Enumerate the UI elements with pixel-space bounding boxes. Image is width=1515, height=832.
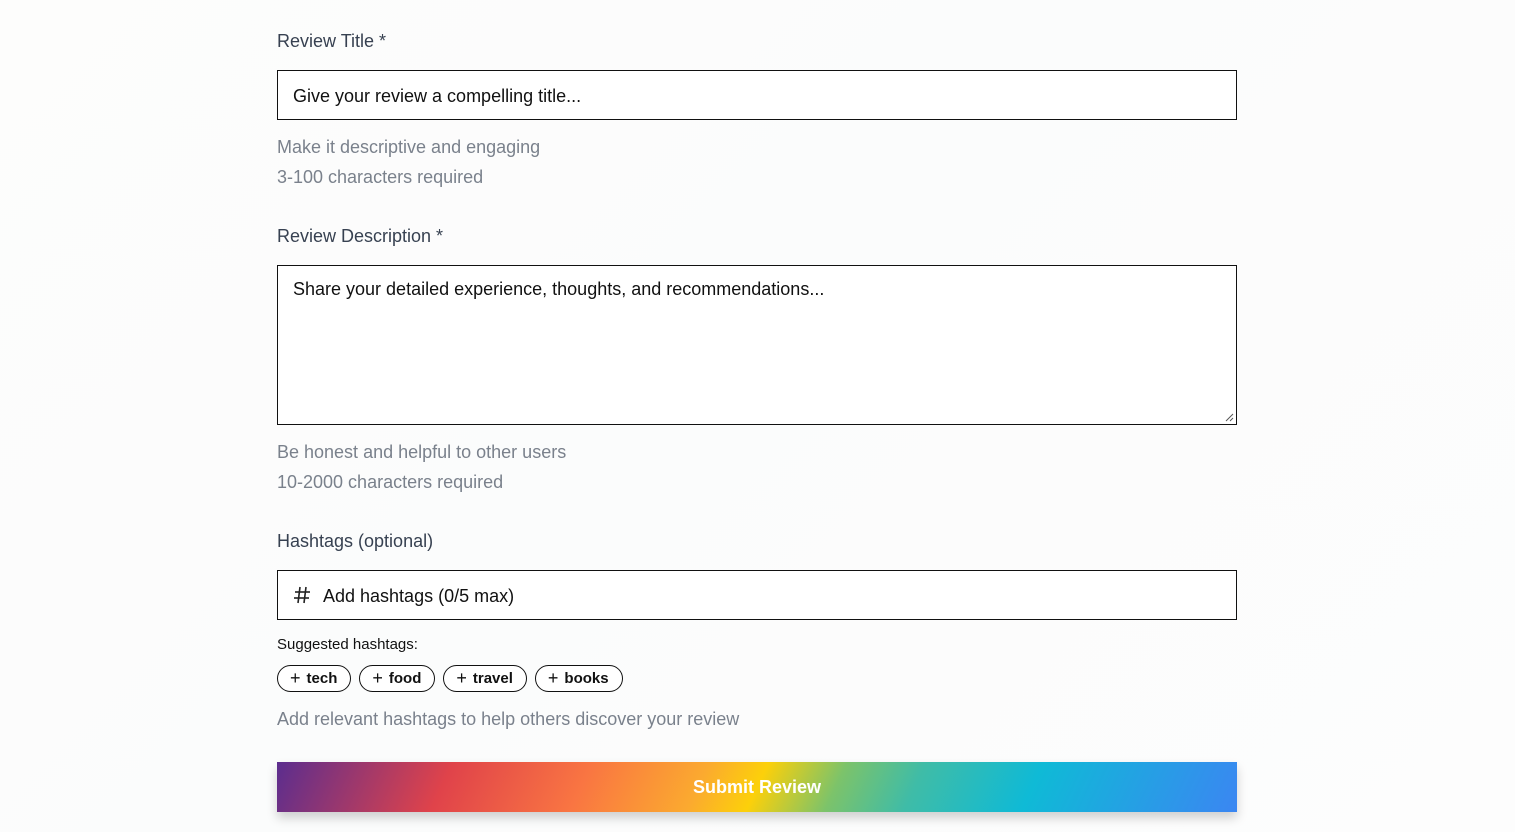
hashtag-chip-label: travel — [472, 670, 513, 687]
review-description-requirement: 10-2000 characters required — [277, 472, 504, 492]
review-description-textarea[interactable] — [277, 265, 1237, 425]
review-title-placeholder: Give your review a compelling title... — [293, 86, 582, 106]
hash-icon — [293, 585, 311, 605]
hashtag-chip-label: tech — [306, 670, 338, 687]
hashtag-chip-label: food — [388, 670, 422, 687]
hashtags-hint: Add relevant hashtags to help others discover your review — [277, 709, 740, 729]
plus-icon: + — [547, 667, 559, 688]
suggested-hashtags-list — [277, 665, 623, 692]
review-title-hint: Make it descriptive and engaging — [277, 137, 541, 157]
suggested-hashtags-label: Suggested hashtags: — [277, 636, 418, 653]
hashtags-label: Hashtags (optional) — [277, 531, 434, 551]
review-title-input[interactable] — [277, 70, 1237, 120]
hashtag-chip-food[interactable] — [359, 665, 435, 692]
submit-review-button[interactable]: Submit Review — [277, 762, 1237, 812]
hashtag-chip-tech[interactable] — [277, 665, 351, 692]
review-title-requirement: 3-100 characters required — [277, 167, 484, 187]
hashtag-chip-books[interactable] — [535, 665, 623, 692]
review-description-hint: Be honest and helpful to other users — [277, 442, 567, 462]
plus-icon: + — [372, 667, 383, 688]
plus-icon: + — [290, 667, 301, 688]
hashtag-chip-label: books — [564, 670, 609, 687]
review-title-label: Review Title * — [277, 31, 387, 51]
review-description-label: Review Description * — [277, 226, 444, 246]
resize-handle-icon[interactable] — [1224, 412, 1234, 422]
hashtags-placeholder: Add hashtags (0/5 max) — [323, 586, 515, 606]
hashtag-chip-travel[interactable] — [443, 665, 527, 692]
hashtags-input[interactable] — [277, 570, 1237, 620]
review-description-placeholder: Share your detailed experience, thoughts, and recommendations... — [293, 279, 825, 299]
plus-icon: + — [456, 667, 467, 688]
